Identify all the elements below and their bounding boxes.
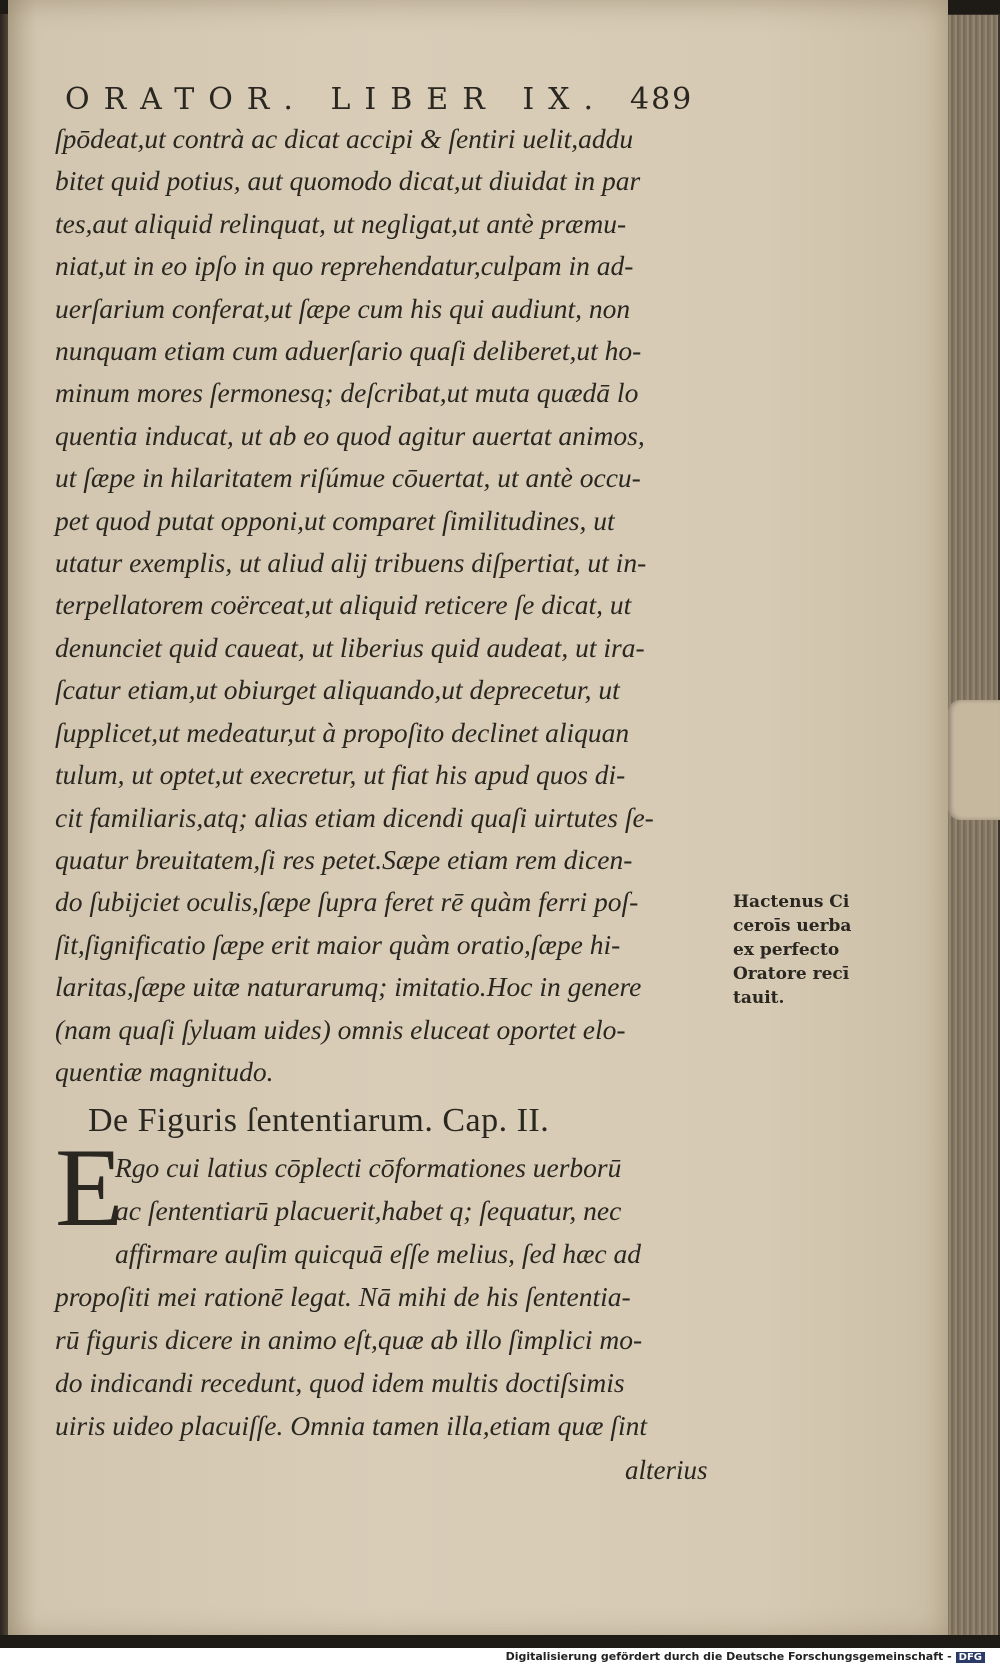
text-line: ſit,ſignificatio ſæpe erit maior quàm oratio,ſæpe hi- xyxy=(55,928,621,960)
book-fore-edge xyxy=(948,15,998,1640)
text-line: cit familiaris,atq; alias etiam dicendi quaſi uirtutes ſe- xyxy=(55,801,654,833)
text-line: quatur breuitatem,ſi res petet.Sæpe etiam rem dicen- xyxy=(55,843,633,875)
text-line: denunciet quid caueat, ut liberius quid audeat, ut ira- xyxy=(55,631,645,663)
text-line: uerſarium conferat,ut ſæpe cum his qui audiunt, non xyxy=(55,292,631,324)
text-line: pet quod putat opponi,ut comparet ſimilitudines, ut xyxy=(55,504,615,536)
bottom-scan-border xyxy=(0,1635,1000,1648)
text-line: uiris uideo placuiſſe. Omnia tamen illa,etiam quæ ſint xyxy=(55,1410,647,1441)
text-line: laritas,ſæpe uitæ naturarumq; imitatio.Hoc in genere xyxy=(55,971,642,1003)
text-line: ac ſententiarū placuerit,habet q; ſequatur, nec xyxy=(115,1195,622,1226)
page-number: 489 xyxy=(630,82,694,117)
text-line: ſupplicet,ut medeatur,ut à propoſito declinet aliquan xyxy=(55,716,630,748)
marginal-line: ex perfecto xyxy=(733,940,840,960)
marginal-note xyxy=(733,890,883,1010)
marginal-line: Oratore recī xyxy=(733,964,850,984)
text-line: (nam quaſi ſyluam uides) omnis eluceat oportet elo- xyxy=(55,1013,626,1045)
text-line: nunquam etiam cum aduerſario quaſi deliberet,ut ho- xyxy=(55,335,642,367)
catchword: alterius xyxy=(625,1455,708,1485)
chapter-text xyxy=(55,1146,720,1447)
text-line: ſcatur etiam,ut obiurget aliquando,ut deprecetur, ut xyxy=(55,674,620,706)
body-text xyxy=(55,118,720,1093)
marginal-line: Hactenus Ci xyxy=(733,892,850,912)
text-line: minum mores ſermonesq; deſcribat,ut muta quædā lo xyxy=(55,377,639,409)
text-line: tes,aut aliquid relinquat, ut negligat,ut antè præmu- xyxy=(55,207,627,239)
text-line: utatur exemplis, ut aliud alij tribuens diſpertiat, ut in- xyxy=(55,547,647,579)
text-line: affirmare auſim quicquā eſſe melius, ſed hæc ad xyxy=(115,1238,641,1269)
footer-text: Digitalisierung gefördert durch die Deutsche Forschungsgemeinschaft xyxy=(505,1650,944,1663)
text-line: Rgo cui latius cōplecti cōformationes uerborū xyxy=(115,1152,622,1183)
text-line: ſpōdeat,ut contrà ac dicat accipi & ſentiri uelit,addu xyxy=(55,123,634,154)
text-line: bitet quid potius, aut quomodo dicat,ut diuidat in par xyxy=(55,165,641,197)
text-line: do ſubijciet oculis,ſæpe ſupra feret rē quàm ferri poſ- xyxy=(55,886,639,918)
text-line: terpellatorem coërceat,ut aliquid reticere ſe dicat, ut xyxy=(55,589,632,621)
text-line: quentia inducat, ut ab eo quod agitur auertat animos, xyxy=(55,419,645,451)
text-line: niat,ut in eo ipſo in quo reprehendatur,culpam in ad- xyxy=(55,250,634,282)
marginal-line: ceroīs uerba xyxy=(733,916,852,936)
drop-cap: E xyxy=(55,1126,124,1250)
marginal-line: tauit. xyxy=(733,988,785,1008)
text-line: ut ſæpe in hilaritatem riſúmue cōuertat, ut antè occu- xyxy=(55,462,641,494)
text-line: propoſiti mei rationē legat. Nā mihi de his ſententia- xyxy=(55,1281,631,1312)
page-clasp xyxy=(948,700,1000,820)
footer-credit: Digitalisierung gefördert durch die Deutsche Forschungsgemeinschaft - DFG xyxy=(0,1650,985,1670)
chapter-heading: De Figuris ſententiarum. Cap. II. xyxy=(88,1102,550,1139)
text-line: quentiæ magnitudo. xyxy=(55,1055,274,1087)
running-head: ORATOR. LIBER IX. xyxy=(65,82,608,117)
text-line: tulum, ut optet,ut execretur, ut fiat his apud quos di- xyxy=(55,759,626,791)
dfg-logo: DFG xyxy=(956,1652,985,1663)
text-line: do indicandi recedunt, quod idem multis doctiſsimis xyxy=(55,1367,625,1398)
text-line: rū figuris dicere in animo eſt,quæ ab illo ſimplici mo- xyxy=(55,1324,643,1355)
